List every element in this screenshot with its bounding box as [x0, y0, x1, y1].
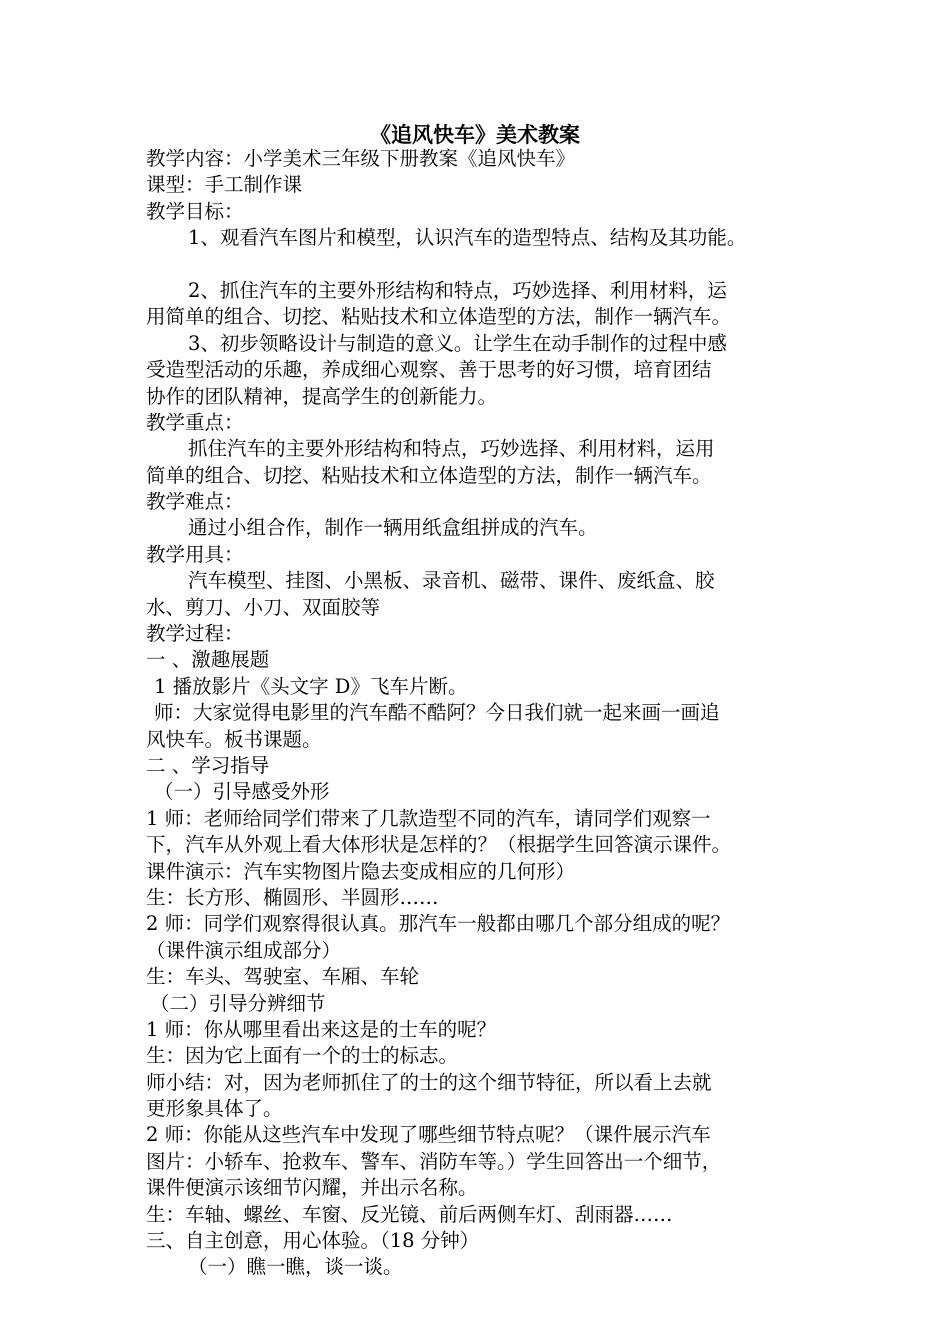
text-line: 师：大家觉得电影里的汽车酷不酷阿？今日我们就一起来画一画追	[154, 701, 720, 725]
text-line: 1 师：老师给同学们带来了几款造型不同的汽车，请同学们观察一	[146, 806, 711, 830]
text-line: （二）引导分辨细节	[150, 991, 326, 1015]
text-line: 一 、激趣展题	[146, 648, 270, 672]
text-line: 用简单的组合、切挖、粘贴技术和立体造型的方法，制作一辆汽车。	[146, 305, 732, 329]
text-line: 下，汽车从外观上看大体形状是怎样的？（根据学生回答演示课件。	[146, 833, 732, 857]
text-line: 教学过程：	[146, 622, 244, 646]
text-line: 课件便演示该细节闪耀，并出示名称。	[146, 1176, 478, 1200]
text-line: 二 、学习指导	[146, 753, 270, 777]
text-line: 协作的团队精神，提高学生的创新能力。	[146, 384, 498, 408]
text-line: 教学目标：	[146, 199, 244, 223]
text-line: 汽车模型、挂图、小黑板、录音机、磁带、课件、废纸盒、胶	[188, 569, 715, 593]
text-line: （课件演示组成部分）	[146, 938, 342, 962]
text-line: 1、观看汽车图片和模型，认识汽车的造型特点、结构及其功能。	[188, 226, 747, 250]
text-line: 抓住汽车的主要外形结构和特点，巧妙选择、利用材料，运用	[188, 437, 715, 461]
text-line: 教学难点：	[146, 490, 244, 514]
document-title: 《追风快车》美术教案	[370, 122, 580, 147]
text-line: 课件演示：汽车实物图片隐去变成相应的几何形）	[146, 859, 576, 883]
text-line: 3、初步领略设计与制造的意义。让学生在动手制作的过程中感	[188, 331, 727, 355]
text-line: 生：车轴、螺丝、车窗、反光镜、前后两侧车灯、刮雨器……	[146, 1202, 673, 1226]
text-line: 教学用具：	[146, 542, 244, 566]
text-line: 通过小组合作，制作一辆用纸盒组拼成的汽车。	[188, 516, 598, 540]
text-line: 三、自主创意，用心体验。（18 分钟）	[146, 1229, 480, 1253]
document-body	[146, 146, 836, 1281]
text-line: 受造型活动的乐趣，养成细心观察、善于思考的好习惯，培育团结	[146, 358, 712, 382]
text-line: 教学重点：	[146, 410, 244, 434]
text-line: 生：车头、驾驶室、车厢、车轮	[146, 965, 420, 989]
blank-line	[146, 252, 836, 278]
text-line: 更形象具体了。	[146, 1097, 283, 1121]
text-line: 1 师：你从哪里看出来这是的士车的呢？	[146, 1017, 497, 1041]
text-line: 风快车。板书课题。	[146, 727, 322, 751]
text-line: 课型：手工制作课	[146, 173, 303, 197]
text-line: 水、剪刀、小刀、双面胶等	[146, 595, 381, 619]
text-line: 图片：小轿车、抢救车、警车、消防车等。）学生回答出一个细节，	[146, 1149, 722, 1173]
text-line: 1 播放影片《头文字 D》飞车片断。	[154, 674, 468, 698]
text-line: 师小结：对，因为老师抓住了的士的这个细节特征，所以看上去就	[146, 1070, 712, 1094]
text-line: 生：长方形、椭圆形、半圆形……	[146, 885, 439, 909]
text-line: 教学内容：小学美术三年级下册教案《追风快车》	[146, 147, 576, 170]
text-line: （一）引导感受外形	[154, 780, 330, 804]
text-line: 2 师：你能从这些汽车中发现了哪些细节特点呢？（课件展示汽车	[146, 1123, 711, 1147]
text-line: 生：因为它上面有一个的士的标志。	[146, 1044, 459, 1068]
text-line: 简单的组合、切挖、粘贴技术和立体造型的方法，制作一辆汽车。	[146, 463, 712, 487]
text-line: （一）瞧一瞧，谈一谈。	[188, 1255, 403, 1279]
text-line: 2 师：同学们观察得很认真。那汽车一般都由哪几个部分组成的呢？	[146, 912, 731, 936]
text-line: 2、抓住汽车的主要外形结构和特点，巧妙选择、利用材料，运	[188, 278, 727, 302]
